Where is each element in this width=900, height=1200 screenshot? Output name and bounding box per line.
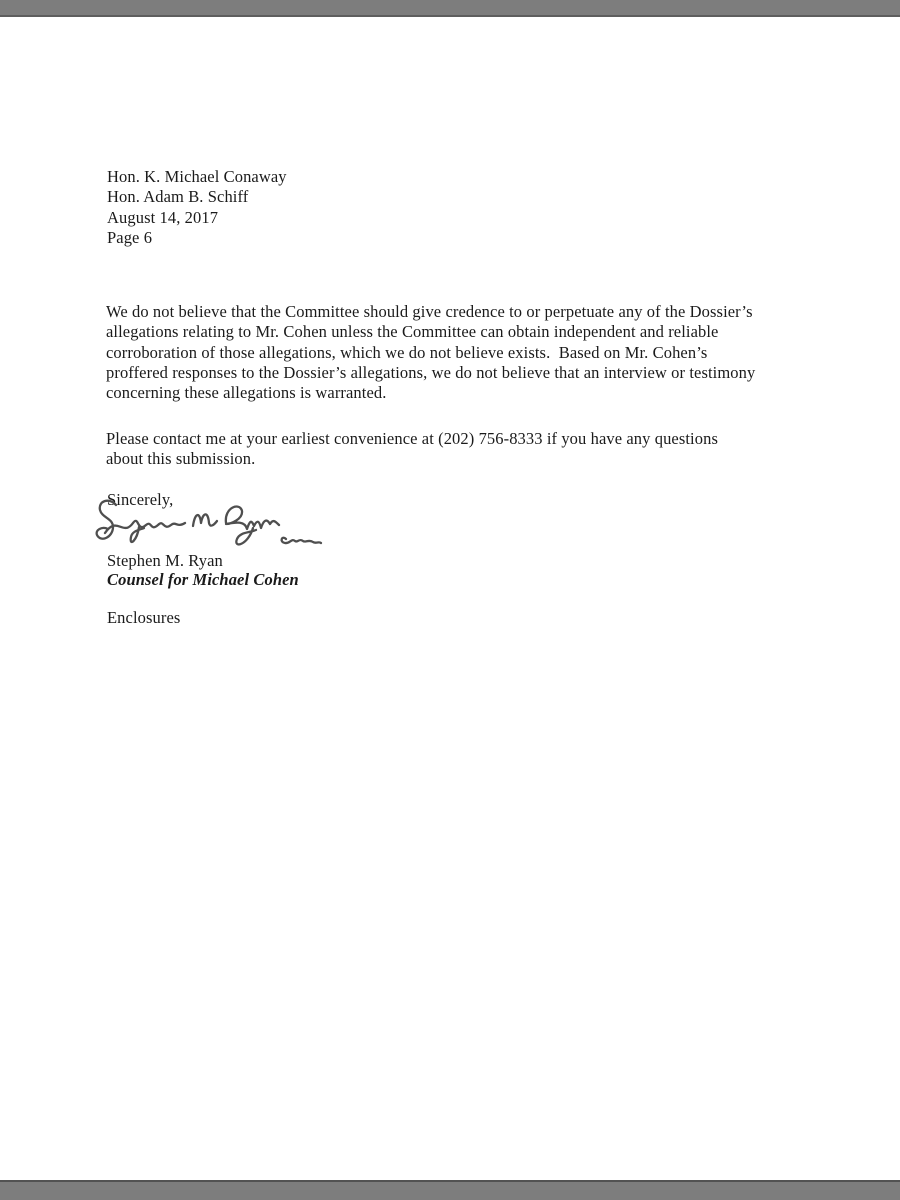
- signer-name-text: Stephen M. Ryan: [107, 551, 223, 570]
- closing-text: Sincerely,: [107, 490, 174, 509]
- body-line: proffered responses to the Dossier’s allegations, we do not believe that an interview or testimony: [106, 362, 756, 382]
- body-line: corroboration of those allegations, which we do not believe exists. Based on Mr. Cohen’s: [106, 342, 708, 362]
- enclosures-text: Enclosures: [107, 608, 181, 627]
- body-line: We do not believe that the Committee should give credence to or perpetuate any of the Dossier’s: [106, 302, 753, 321]
- signer-title-text: Counsel for Michael Cohen: [107, 570, 299, 589]
- body-line: allegations relating to Mr. Cohen unless the Committee can obtain independent and reliable: [106, 322, 719, 342]
- page-number: Page 6: [107, 227, 153, 247]
- recipient-block: [107, 167, 287, 248]
- recipient-line: Hon. Adam B. Schiff: [107, 187, 249, 207]
- signer-title: [107, 570, 299, 590]
- body-line: Please contact me at your earliest convenience at (202) 756-8333 if you have any questions: [106, 429, 718, 448]
- letter-date: August 14, 2017: [107, 207, 219, 227]
- viewer-bottom-band: [0, 1180, 900, 1200]
- body-paragraph-2: [106, 429, 718, 470]
- enclosures-label: [107, 608, 180, 628]
- recipient-line: Hon. K. Michael Conaway: [107, 167, 287, 186]
- body-line: about this submission.: [106, 449, 256, 469]
- viewer-top-band: [0, 0, 900, 17]
- body-line: concerning these allegations is warranted.: [106, 383, 387, 403]
- signer-name: [107, 551, 223, 571]
- body-paragraph-1: [106, 302, 755, 403]
